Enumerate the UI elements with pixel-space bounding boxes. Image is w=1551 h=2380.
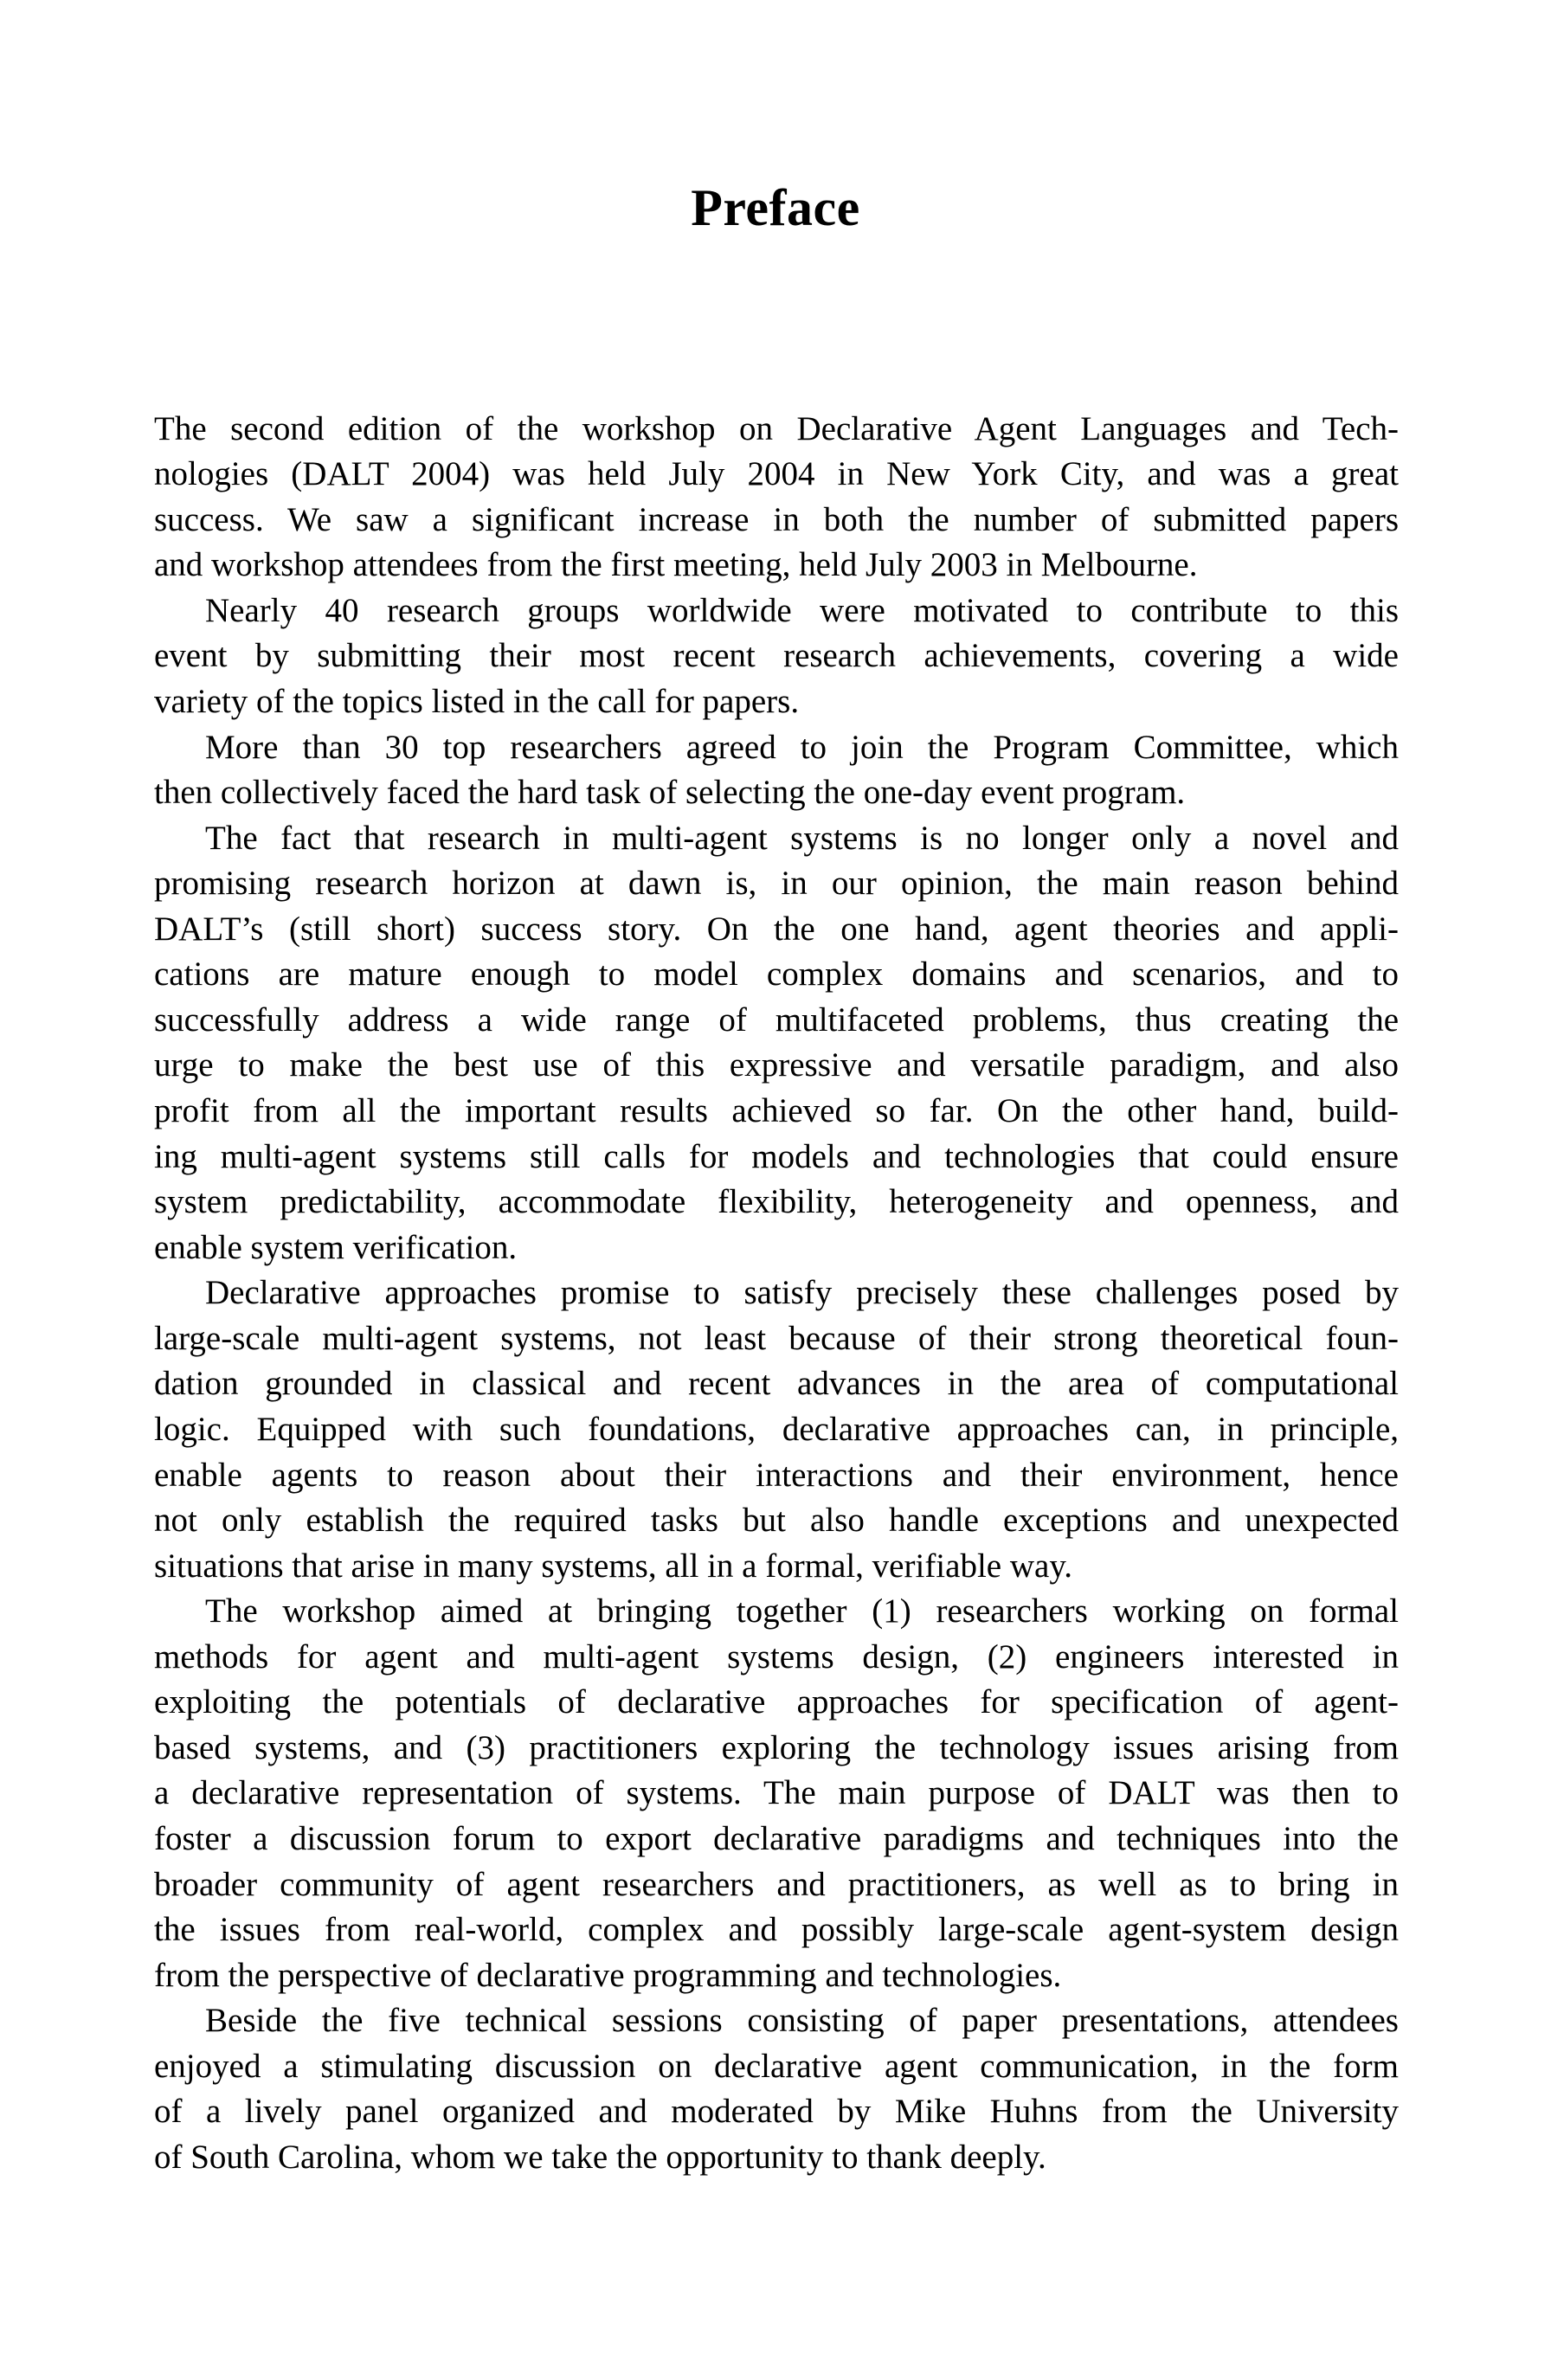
text-line: The second edition of the workshop on Declarative Agent Languages and Tech- <box>154 409 1399 447</box>
text-line: More than 30 top researchers agreed to join the Program Committee, which <box>205 728 1399 766</box>
text-line: Declarative approaches promise to satisfy precisely these challenges posed by <box>205 1274 1399 1312</box>
paragraph-3 <box>154 725 1399 816</box>
paragraph-5 <box>154 1270 1399 1589</box>
text-line: then collectively faced the hard task of selecting the one-day event program. <box>154 774 1186 812</box>
text-line: urge to make the best use of this expressive and versatile paradigm, and also <box>154 1046 1399 1084</box>
paragraph-1 <box>154 407 1399 589</box>
paragraph-6 <box>154 1589 1399 1998</box>
text-line: based systems, and (3) practitioners exploring the technology issues arising from <box>154 1728 1399 1766</box>
text-line: enable agents to reason about their interactions and their environment, hence <box>154 1456 1399 1494</box>
text-line: The workshop aimed at bringing together (1) researchers working on formal <box>205 1592 1399 1631</box>
text-line: dation grounded in classical and recent advances in the area of computational <box>154 1365 1399 1403</box>
text-line: success. We saw a significant increase in both the number of submitted papers <box>154 500 1399 538</box>
text-line: The fact that research in multi-agent systems is no longer only a novel and <box>205 819 1399 857</box>
text-line: foster a discussion forum to export declarative paradigms and techniques into the <box>154 1820 1399 1858</box>
text-line: a declarative representation of systems. The main purpose of DALT was then to <box>154 1774 1399 1812</box>
preface-body <box>154 407 1399 2181</box>
text-line: logic. Equipped with such foundations, declarative approaches can, in principle, <box>154 1410 1399 1448</box>
text-line: and workshop attendees from the first meeting, held July 2003 in Melbourne. <box>154 546 1198 584</box>
text-line: successfully address a wide range of multifaceted problems, thus creating the <box>154 1000 1399 1039</box>
text-line: the issues from real-world, complex and possibly large-scale agent-system design <box>154 1911 1399 1949</box>
text-line: Beside the five technical sessions consisting of paper presentations, attendees <box>205 2002 1399 2040</box>
text-line: system predictability, accommodate flexibility, heterogeneity and openness, and <box>154 1183 1399 1221</box>
text-line: of South Carolina, whom we take the opportunity to thank deeply. <box>154 2138 1046 2176</box>
paragraph-7 <box>154 1998 1399 2180</box>
text-line: not only establish the required tasks but also handle exceptions and unexpected <box>154 1502 1399 1540</box>
paragraph-4 <box>154 816 1399 1271</box>
text-line: methods for agent and multi-agent systems design, (2) engineers interested in <box>154 1637 1399 1676</box>
text-line: promising research horizon at dawn is, in our opinion, the main reason behind <box>154 865 1399 903</box>
text-line: event by submitting their most recent research achievements, covering a wide <box>154 637 1399 675</box>
text-line: profit from all the important results achieved so far. On the other hand, build- <box>154 1092 1399 1130</box>
text-line: DALT’s (still short) success story. On the one hand, agent theories and appli- <box>154 910 1399 948</box>
paragraph-2 <box>154 589 1399 725</box>
page-title: Preface <box>691 179 860 236</box>
text-line: from the perspective of declarative programming and technologies. <box>154 1956 1062 1994</box>
text-line: broader community of agent researchers and practitioners, as well as to bring in <box>154 1865 1399 1903</box>
text-line: of a lively panel organized and moderated by Mike Huhns from the University <box>154 2093 1399 2131</box>
text-line: situations that arise in many systems, all in a formal, verifiable way. <box>154 1547 1073 1585</box>
text-line: cations are mature enough to model complex domains and scenarios, and to <box>154 955 1399 994</box>
text-line: nologies (DALT 2004) was held July 2004 in New York City, and was a great <box>154 455 1399 493</box>
text-line: large-scale multi-agent systems, not least because of their strong theoretical foun- <box>154 1319 1399 1357</box>
text-line: exploiting the potentials of declarative approaches for specification of agent- <box>154 1683 1399 1721</box>
text-line: Nearly 40 research groups worldwide were motivated to contribute to this <box>205 591 1399 629</box>
text-line: enable system verification. <box>154 1228 518 1266</box>
text-line: variety of the topics listed in the call for papers. <box>154 682 800 720</box>
text-line: ing multi-agent systems still calls for models and technologies that could ensure <box>154 1137 1399 1175</box>
text-line: enjoyed a stimulating discussion on declarative agent communication, in the form <box>154 2047 1399 2085</box>
